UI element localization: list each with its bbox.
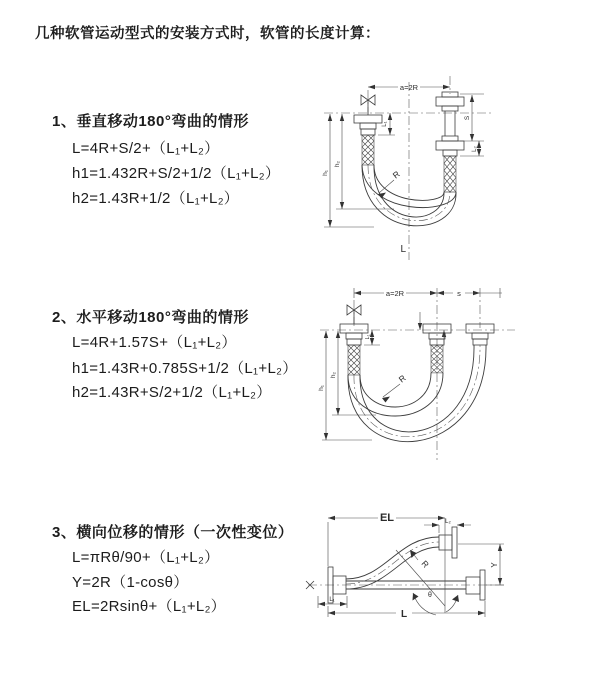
dimension-l1 [378, 113, 395, 135]
radius-callout [378, 169, 402, 199]
diagram-lateral-displacement [300, 498, 600, 663]
dim-label-l1: L₁ [382, 121, 388, 127]
section-1-formula-L: L=4R+S/2+（L₁+L₂） [72, 140, 220, 157]
section-2-heading: 2、水平移动180°弯曲的情形 [52, 309, 249, 326]
radius-label: R [396, 372, 408, 385]
dimension-l1 [364, 330, 380, 345]
dim-label-l2: L₂ [445, 519, 451, 525]
centerlines [324, 76, 492, 260]
dimension-l2 [424, 519, 471, 533]
dim-label-y: Y [490, 562, 499, 568]
left-flange-assembly [354, 115, 382, 165]
dim-label-l1: L₁ [365, 334, 371, 340]
dimension-h1-h2 [322, 114, 394, 227]
section-2-formula-L: L=4R+1.57S+（L₁+L₂） [72, 334, 237, 351]
dim-label-h2: h₂ [330, 371, 337, 379]
dim-label-el: EL [379, 512, 395, 524]
dim-label-s: s [457, 289, 461, 298]
radius-label: R [419, 558, 431, 570]
angle-construction [396, 518, 459, 615]
radius-label: R [390, 168, 402, 181]
section-2-formula-h2: h2=1.43R+S/2+1/2（L₁+L₂） [72, 384, 272, 401]
dim-label-h1: h₁ [322, 170, 329, 176]
left-flange-assembly [340, 324, 368, 375]
dim-label-a2r: a=2R [399, 83, 419, 92]
diagram-horizontal-180-bend [310, 280, 600, 470]
section-3-formula-Y: Y=2R（1-cosθ） [72, 574, 189, 591]
braided-hose-section [348, 345, 360, 375]
dimension-l [328, 601, 485, 620]
dimension-l1 [318, 596, 347, 608]
diagram-vertical-180-bend [310, 70, 600, 270]
right-flange-assembly [436, 92, 464, 192]
page-title: 几种软管运动型式的安装方式时，软管的长度计算： [35, 26, 380, 42]
section-1-formula-h2: h2=1.43R+1/2（L₁+L₂） [72, 190, 240, 207]
section-1-formula-h1: h1=1.432R+S/2+1/2（L₁+L₂） [72, 165, 281, 182]
dim-label-h1: h₁ [318, 385, 325, 391]
section-1-heading: 1、垂直移动180°弯曲的情形 [52, 113, 249, 130]
dim-label-a2r: a=2R [385, 289, 405, 298]
section-3-formula-EL: EL=2Rsinθ+（L₁+L₂） [72, 598, 226, 615]
section-2-formula-h1: h1=1.43R+0.785S+1/2（L₁+L₂） [72, 360, 298, 377]
upper-flange-assembly [439, 527, 457, 558]
braided-hose-section [444, 156, 456, 192]
dim-label-L: L [400, 244, 406, 255]
centerlines [306, 581, 504, 589]
section-3-formula-L: L=πRθ/90+（L₁+L₂） [72, 549, 220, 566]
dim-label-l2: L₂ [472, 146, 478, 152]
dim-label-l1: L₁ [329, 597, 335, 603]
dim-label-h2: h₂ [334, 160, 341, 168]
middle-flange-assembly [418, 312, 451, 373]
dim-label-s: S [464, 115, 471, 121]
dim-label-L: L [400, 609, 408, 620]
angle-label: θ [428, 592, 432, 599]
dimension-y [458, 544, 504, 585]
hose-u-bends [348, 345, 486, 442]
braided-hose-section [362, 135, 374, 165]
dimension-a2r [368, 83, 450, 92]
section-3-heading: 3、横向位移的情形（一次性变位） [52, 524, 294, 541]
radius-callout [410, 550, 431, 570]
dimension-h1-h2 [318, 331, 376, 440]
dimension-s [437, 289, 502, 298]
radius-callout [382, 373, 408, 403]
